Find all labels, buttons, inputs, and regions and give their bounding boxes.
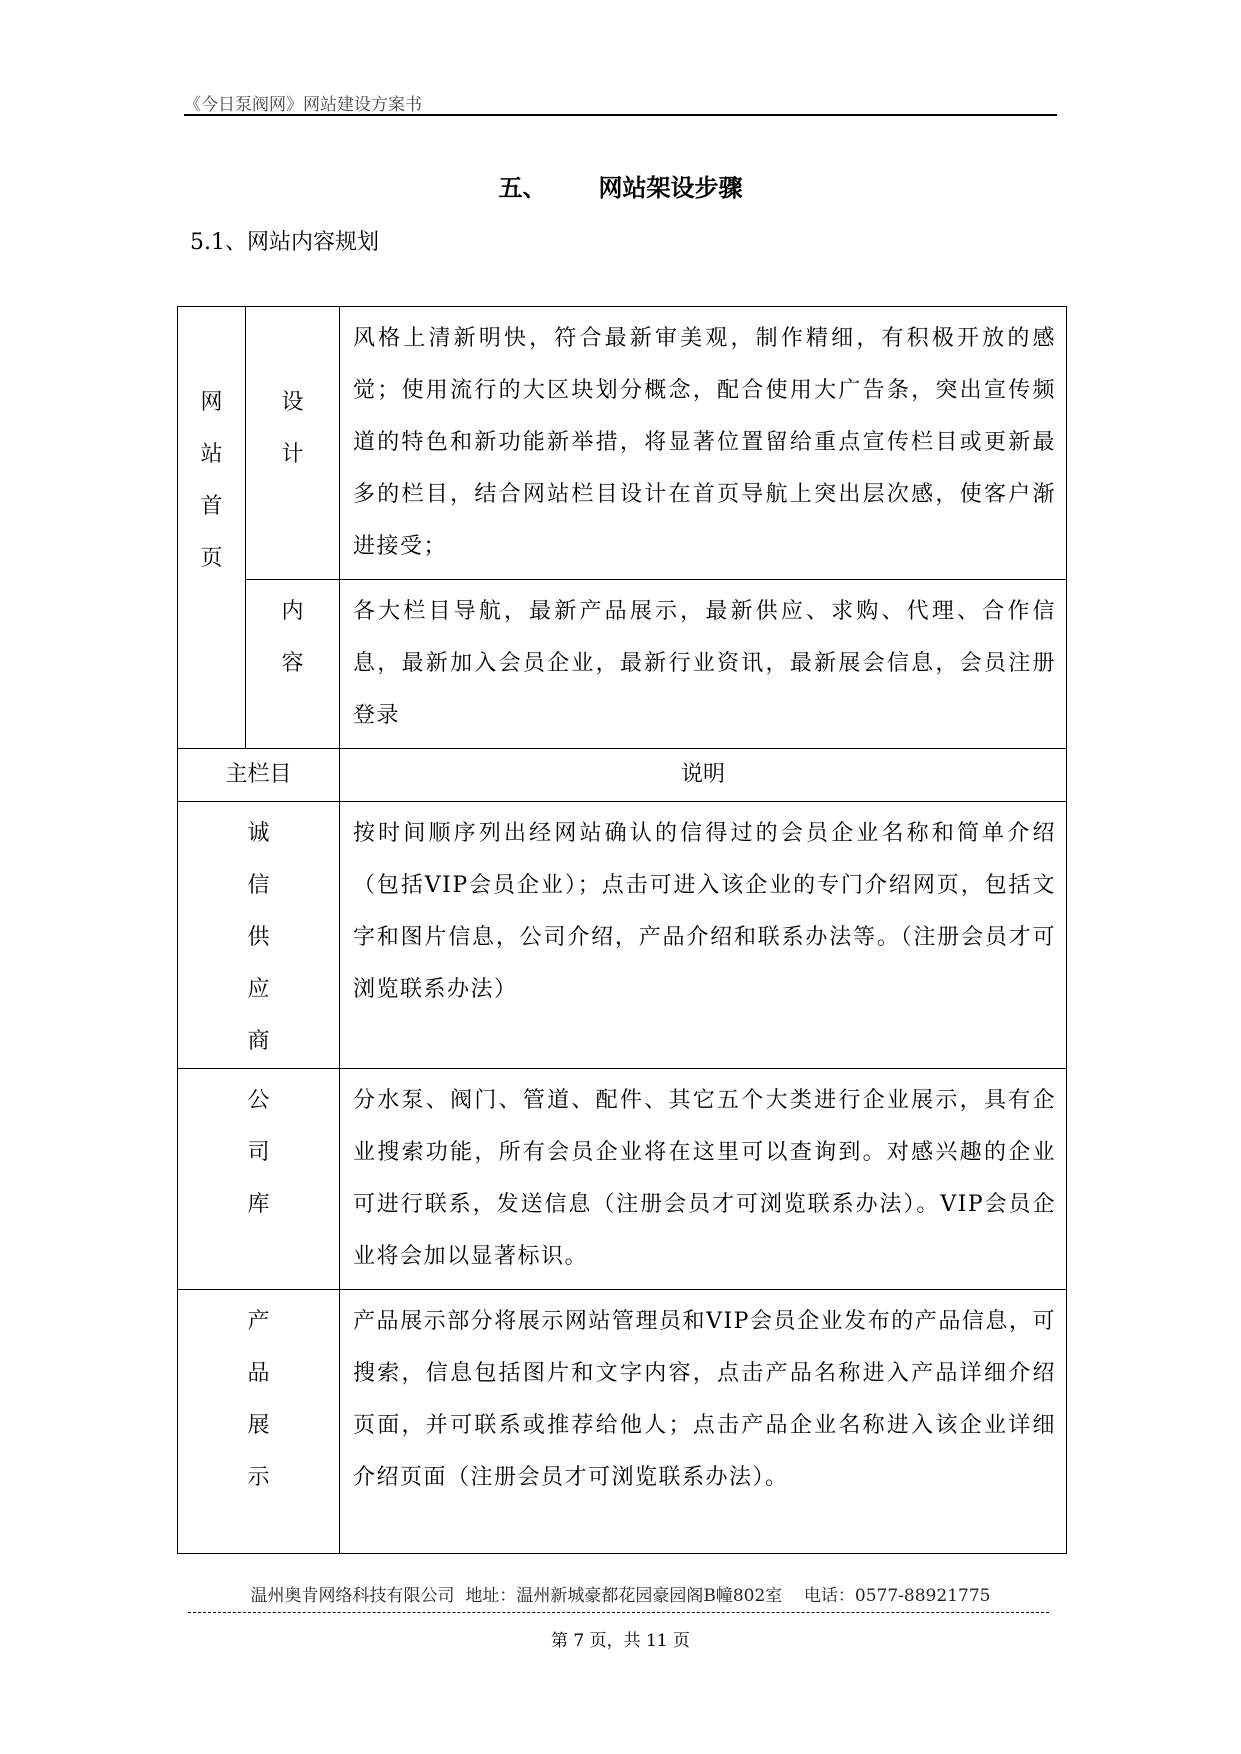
content-plan-table	[177, 306, 1067, 1554]
table-row	[178, 1290, 1067, 1554]
table-row	[178, 580, 1067, 749]
row-label-supplier: 诚 信 供 应 商	[178, 802, 340, 1069]
homepage-label: 网 站 首 页	[178, 307, 246, 749]
description-column-header: 说明	[340, 749, 1067, 802]
row-label-product-display: 产 品 展 示	[178, 1290, 340, 1554]
section-number: 五、	[498, 173, 547, 202]
design-description: 风格上清新明快，符合最新审美观，制作精细，有积极开放的感觉；使用流行的大区块划分概念，配合使用大广告条，突出宣传频道的特色和新功能新举措，将显著位置留给重点宣传栏目或更新最多的栏目，结合网站栏目设计在首页导航上突出层次感，使客户渐进接受；	[340, 307, 1067, 580]
row-label-company-library: 公 司 库	[178, 1069, 340, 1290]
header-rule	[184, 114, 1057, 116]
product-display-description: 产品展示部分将展示网站管理员和VIP会员企业发布的产品信息，可搜索，信息包括图片和文字内容，点击产品名称进入产品详细介绍页面，并可联系或推荐给他人；点击产品企业名称进入该企业详细介绍页面（注册会员才可浏览联系办法）。	[340, 1290, 1067, 1554]
company-library-description: 分水泵、阀门、管道、配件、其它五个大类进行企业展示，具有企业搜索功能，所有会员企业将在这里可以查询到。对感兴趣的企业可进行联系，发送信息（注册会员才可浏览联系办法）。VIP会员企业将会加以显著标识。	[340, 1069, 1067, 1290]
column-header-row	[178, 749, 1067, 802]
section-heading: 网站架设步骤	[598, 173, 743, 202]
table-row	[178, 307, 1067, 580]
footer-address: 地址：温州新城豪都花园豪园阁B幢802室	[465, 1586, 783, 1606]
table-row	[178, 802, 1067, 1069]
main-column-header: 主栏目	[178, 749, 340, 802]
footer-phone: 电话：0577-88921775	[803, 1586, 991, 1606]
page-number: 第 7 页，共 11 页	[550, 1631, 691, 1651]
footer-divider	[188, 1612, 1049, 1613]
design-label: 设 计	[246, 307, 340, 580]
supplier-description: 按时间顺序列出经网站确认的信得过的会员企业名称和简单介绍（包括VIP会员企业）；点击可进入该企业的专门介绍网页，包括文字和图片信息，公司介绍，产品介绍和联系办法等。（注册会员才可浏览联系办法）	[340, 802, 1067, 1069]
subsection-title: 5.1、网站内容规划	[190, 230, 379, 255]
content-label: 内 容	[246, 580, 340, 749]
footer-company: 温州奥肯网络科技有限公司	[250, 1586, 455, 1606]
content-description: 各大栏目导航，最新产品展示，最新供应、求购、代理、合作信息，最新加入会员企业，最新行业资讯，最新展会信息，会员注册登录	[340, 580, 1067, 749]
section-title	[0, 168, 1241, 203]
footer-info	[0, 1581, 1241, 1606]
document-header-title: 《今日泵阀网》网站建设方案书	[184, 95, 422, 115]
table-row	[178, 1069, 1067, 1290]
